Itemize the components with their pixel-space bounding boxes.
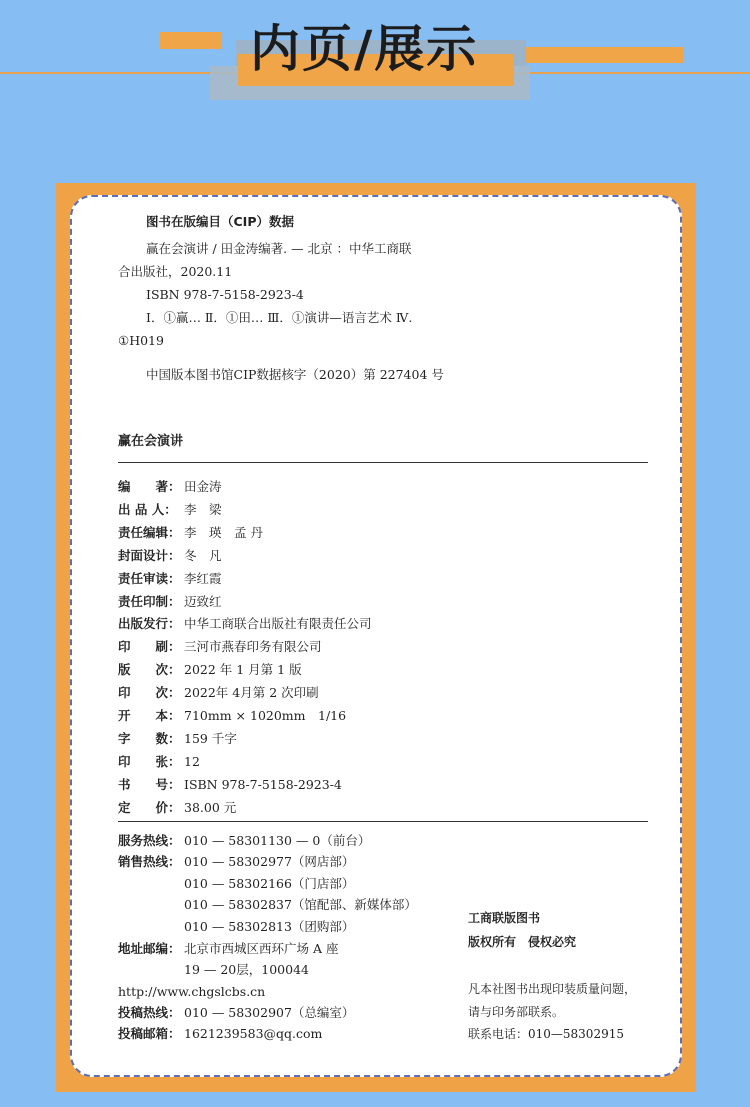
rights-reserved: 版权所有 侵权必究 <box>468 935 577 949</box>
credit-value: 12 <box>184 754 200 769</box>
credit-value: 李 梁 <box>184 502 222 517</box>
credit-label: 责任印制： <box>118 594 181 609</box>
credit-label: 印 刷： <box>118 639 181 654</box>
credit-value: 三河市燕春印务有限公司 <box>184 639 322 654</box>
credit-label: 字 数： <box>118 731 181 746</box>
cip-line-4: Ⅰ．①赢… Ⅱ．①田… Ⅲ．①演讲—语言艺术 Ⅳ. <box>146 310 413 325</box>
sales-hotline-2: 010 — 58302166（门店部） <box>184 876 355 891</box>
credit-label: 出 品 人： <box>118 502 177 517</box>
sales-hotline-label: 销售热线： <box>118 854 181 869</box>
credit-label: 责任编辑： <box>118 525 181 540</box>
page-title: 内页/展示 <box>250 19 479 78</box>
submit-phone-value: 010 — 58302907（总编室） <box>184 1005 355 1020</box>
credit-value: 38.00 元 <box>184 800 237 815</box>
submit-email-value: 1621239583@qq.com <box>184 1026 323 1041</box>
address-label: 地址邮编： <box>118 941 181 956</box>
cip-line-2: 合出版社，2020.11 <box>118 264 233 279</box>
credit-label: 版 次： <box>118 662 181 677</box>
credit-value: 中华工商联合出版社有限责任公司 <box>184 616 372 631</box>
sales-hotline-4: 010 — 58302813（团购部） <box>184 919 355 934</box>
credit-label: 定 价： <box>118 800 181 815</box>
credit-label: 责任审读： <box>118 571 181 586</box>
credit-value: 710mm × 1020mm 1/16 <box>184 708 347 723</box>
rights-publisher: 工商联版图书 <box>468 911 541 925</box>
submit-email-label: 投稿邮箱： <box>118 1026 181 1041</box>
credit-label: 编 著： <box>118 479 181 494</box>
credit-label: 书 号： <box>118 777 181 792</box>
website-url: http://www.chgslcbs.cn <box>118 984 266 999</box>
header-orange-bar-left <box>160 32 222 49</box>
credit-value: 李红霞 <box>184 571 222 586</box>
book-title: 赢在会演讲 <box>118 434 184 449</box>
address-line-1: 北京市西城区西环广场 A 座 <box>184 941 339 956</box>
credit-value: ISBN 978-7-5158-2923-4 <box>184 777 342 792</box>
cip-heading: 图书在版编目（CIP）数据 <box>146 214 294 229</box>
rights-notice-1: 凡本社图书出现印装质量问题， <box>468 982 637 996</box>
address-line-2: 19 — 20层，100044 <box>184 962 309 977</box>
credit-label: 印 张： <box>118 754 181 769</box>
rights-notice-2: 请与印务部联系。 <box>468 1005 565 1019</box>
credit-label: 出版发行： <box>118 616 181 631</box>
credit-value: 2022年 4月第 2 次印刷 <box>184 685 319 700</box>
cip-record: 中国版本图书馆CIP数据核字（2020）第 227404 号 <box>146 367 444 382</box>
header-orange-bar-right <box>526 47 684 63</box>
cip-line-1: 赢在会演讲 / 田金涛编著. — 北京 ：中华工商联 <box>146 241 412 256</box>
sales-hotline-3: 010 — 58302837（馆配部、新媒体部） <box>184 897 417 912</box>
cip-isbn: ISBN 978-7-5158-2923-4 <box>146 287 304 302</box>
credit-value: 李 瑛 孟 丹 <box>184 525 263 540</box>
credit-label: 封面设计： <box>118 548 181 563</box>
rights-phone: 联系电话：010—58302915 <box>468 1027 624 1041</box>
credit-value: 2022 年 1 月第 1 版 <box>184 662 302 677</box>
credit-value: 159 千字 <box>184 731 237 746</box>
credit-label: 印 次： <box>118 685 181 700</box>
credit-value: 冬 凡 <box>184 548 222 563</box>
credit-label: 开 本： <box>118 708 181 723</box>
cip-line-5: ①H019 <box>118 333 164 348</box>
credit-value: 田金涛 <box>184 479 222 494</box>
sales-hotline-1: 010 — 58302977（网店部） <box>184 854 355 869</box>
credits-rule <box>118 821 648 822</box>
title-rule <box>118 462 648 463</box>
service-hotline-label: 服务热线： <box>118 833 181 848</box>
submit-phone-label: 投稿热线： <box>118 1005 181 1020</box>
service-hotline-value: 010 — 58301130 — 0（前台） <box>184 833 371 848</box>
credit-value: 迈致红 <box>184 594 222 609</box>
